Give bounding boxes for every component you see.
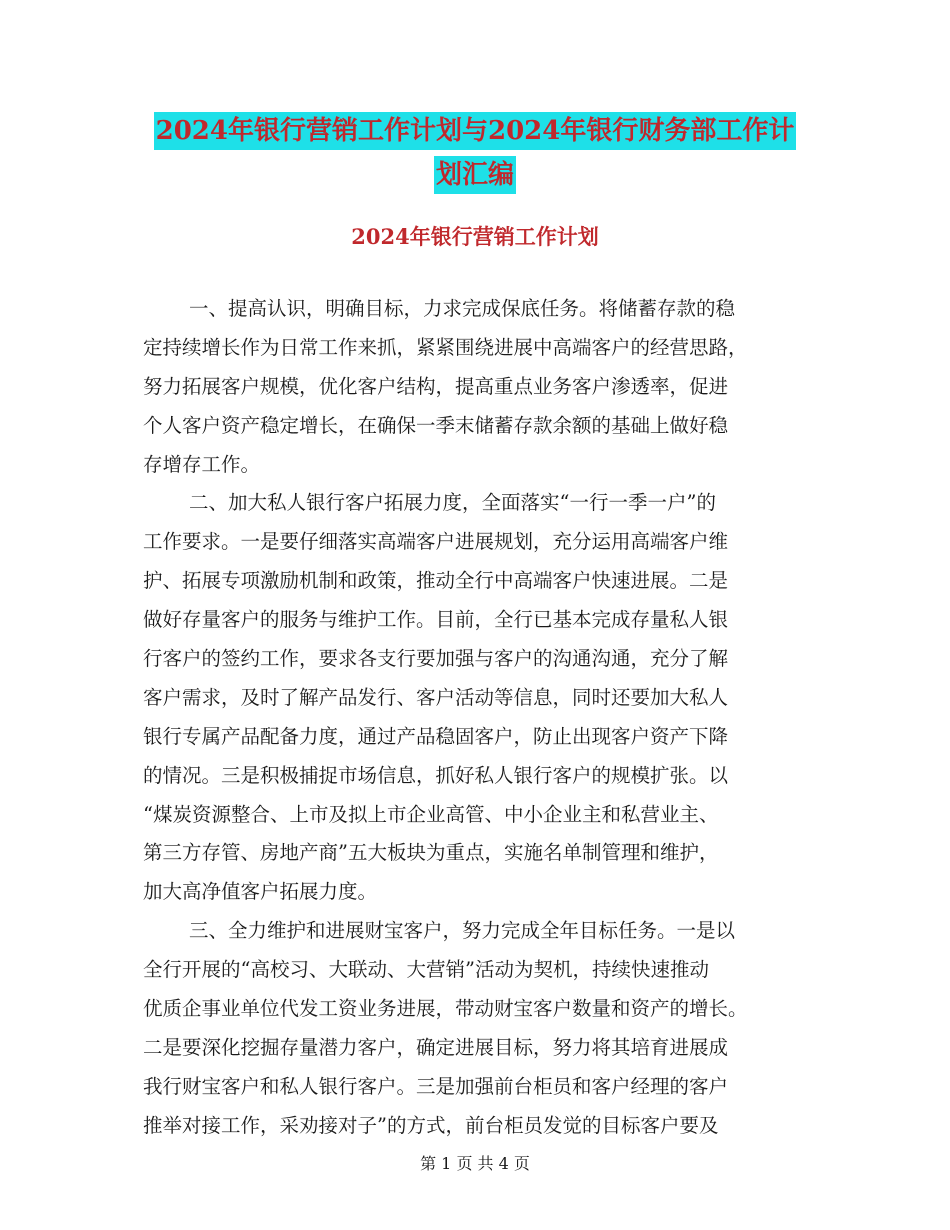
body-line: 推举对接工作，采劝接对子”的方式，前台柜员发觉的目标客户要及 xyxy=(143,1113,719,1137)
body-line: 二是要深化挖掘存量潜力客户，确定进展目标，努力将其培育进展成 xyxy=(143,1035,729,1059)
body-line: 二、加大私人银行客户拓展力度，全面落实“一行一季一户”的 xyxy=(189,491,716,515)
document-title xyxy=(0,112,950,194)
body-line: “煤炭资源整合、上市及拟上市企业高管、中小企业主和私营业主、 xyxy=(143,802,719,826)
body-line: 一、提高认识，明确目标，力求完成保底任务。将储蓄存款的稳 xyxy=(189,297,736,320)
body-line: 做好存量客户的服务与维护工作。目前，全行已基本完成存量私人银 xyxy=(143,608,729,632)
body-line: 定持续增长作为日常工作来抓，紧紧围绕进展中高端客户的经营思路， xyxy=(143,335,748,359)
body-line: 银行专属产品配备力度，通过产品稳固客户，防止出现客户资产下降 xyxy=(143,724,729,748)
body-line: 工作要求。一是要仔细落实高端客户进展规划，充分运用高端客户维 xyxy=(143,530,729,554)
body-line: 的情况。三是积极捕捉市场信息，抓好私人银行客户的规模扩张。以 xyxy=(143,763,729,787)
body-line: 优质企事业单位代发工资业务进展，带动财宝客户数量和资产的增长。 xyxy=(143,997,748,1021)
body-line: 加大高净值客户拓展力度。 xyxy=(143,880,378,904)
body-line: 三、全力维护和进展财宝客户，努力完成全年目标任务。一是以 xyxy=(189,919,736,943)
body-line: 个人客户资产稳定增长，在确保一季末储蓄存款余额的基础上做好稳 xyxy=(143,413,729,437)
body-text xyxy=(143,290,803,1146)
page-footer: 第 1 页 共 4 页 xyxy=(420,1154,530,1173)
section-title: 2024年银行营销工作计划 xyxy=(351,224,599,249)
body-line: 努力拓展客户规模，优化客户结构，提高重点业务客户渗透率，促进 xyxy=(143,374,729,398)
body-line: 第三方存管、房地产商”五大板块为重点，实施名单制管理和维护， xyxy=(143,841,719,865)
body-line: 全行开展的“高校习、大联动、大营销”活动为契机，持续快速推动 xyxy=(143,958,709,982)
body-line: 护、拓展专项激励机制和政策，推动全行中高端客户快速进展。二是 xyxy=(143,569,729,593)
body-line: 行客户的签约工作，要求各支行要加强与客户的沟通沟通，充分了解 xyxy=(143,647,729,671)
body-line: 我行财宝客户和私人银行客户。三是加强前台柜员和客户经理的客户 xyxy=(143,1074,729,1098)
body-line: 客户需求，及时了解产品发行、客户活动等信息，同时还要加大私人 xyxy=(143,685,729,709)
document-title-line-1: 2024年银行营销工作计划与2024年银行财务部工作计 xyxy=(154,112,797,150)
document-title-line-2: 划汇编 xyxy=(434,156,516,194)
body-line: 存增存工作。 xyxy=(143,452,261,476)
